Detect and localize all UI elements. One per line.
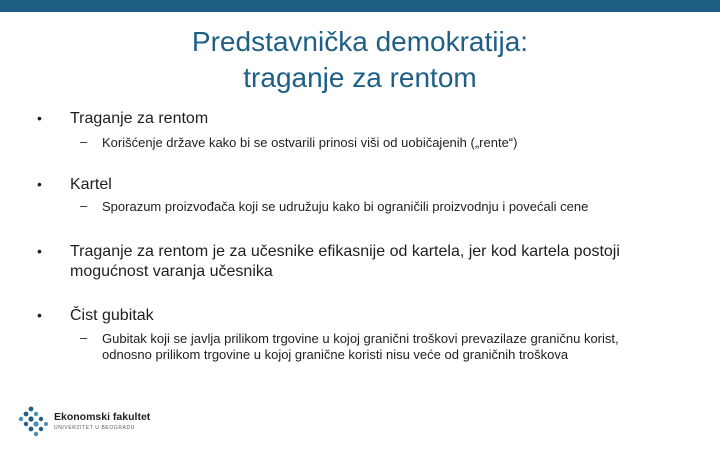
bullet-marker: • <box>37 110 42 126</box>
logo-subtitle: UNIVERZITET U BEOGRADU <box>54 425 135 431</box>
bullet-4-sub-text-line-2: odnosno prilikom trgovine u kojoj granične koristi nisu veće od graničnih troškova <box>102 347 569 362</box>
bullet-marker: • <box>37 176 42 192</box>
bullet-marker: • <box>37 243 42 259</box>
bullet-1-sub-text: Korišćenje države kako bi se ostvarili prinosi viši od uobičajenih („rente“) <box>102 135 518 150</box>
slide-title-line-1: Predstavnička demokratija: <box>191 26 529 57</box>
bullet-3-text-line-2: mogućnost varanja učesnika <box>70 263 273 280</box>
sub-marker: – <box>80 330 88 345</box>
faculty-logo <box>18 405 158 439</box>
bullet-4-sub-text-line-1: Gubitak koji se javlja prilikom trgovine u kojoj granični troškovi prevazilaze graničnu korist, <box>102 331 619 346</box>
bullet-2-text: Kartel <box>70 176 112 193</box>
dot-cluster-logo-icon <box>18 405 52 439</box>
sub-marker: – <box>80 134 88 149</box>
bullet-1-text: Traganje za rentom <box>70 110 209 127</box>
logo-name: Ekonomski fakultet <box>54 411 151 423</box>
sub-marker: – <box>80 198 88 213</box>
bullet-3-text-line-1: Traganje za rentom je za učesnike efikasnije od kartela, jer kod kartela postoji <box>70 243 620 260</box>
bullet-2-sub-text: Sporazum proizvođača koji se udružuju kako bi ograničili proizvodnju i povećali cene <box>102 199 589 214</box>
slide-title-line-2: traganje za rentom <box>243 62 477 93</box>
bullet-4-text: Čist gubitak <box>70 307 154 324</box>
bullet-marker: • <box>37 307 42 323</box>
